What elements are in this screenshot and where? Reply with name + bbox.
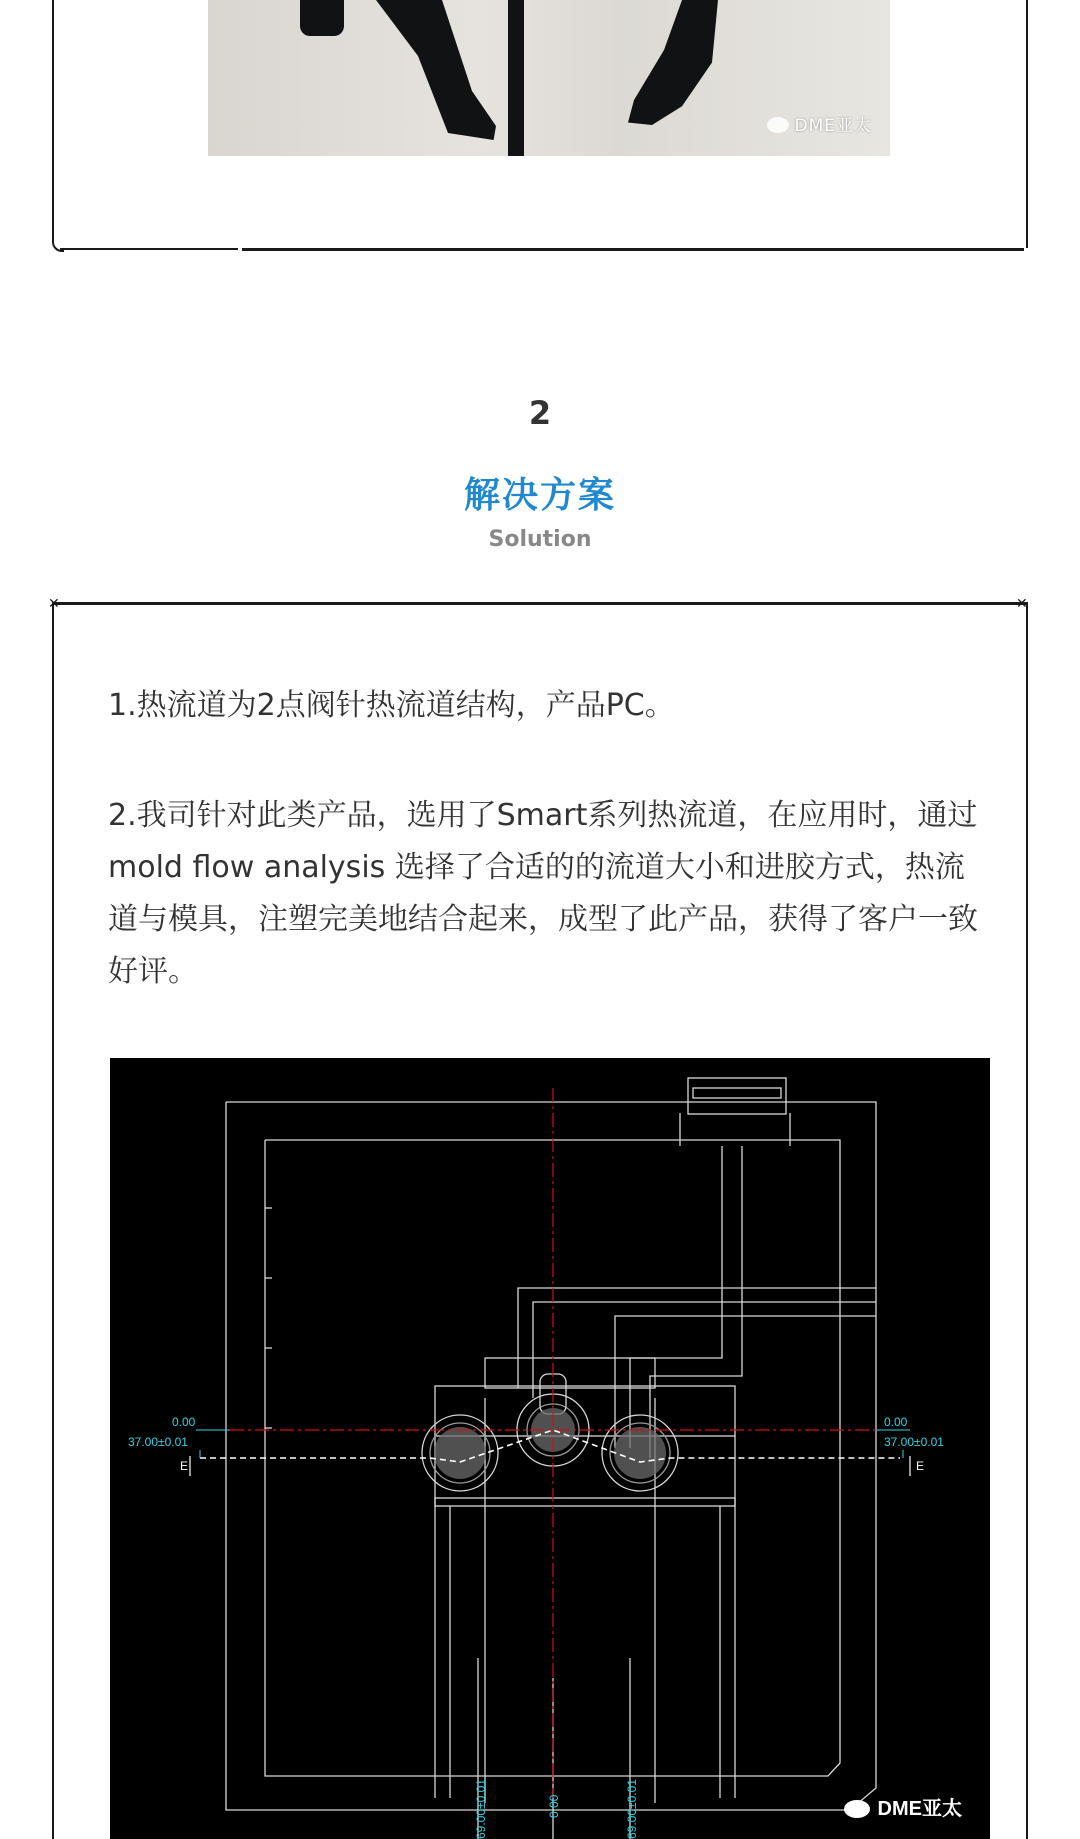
top-frame-bottom [242, 248, 1024, 251]
section-subtitle: Solution [488, 527, 592, 552]
content-frame-right [1026, 604, 1028, 1839]
manifold-plate [435, 1386, 735, 1436]
dim-left-bottom: 37.00±0.01 [128, 1435, 188, 1449]
dim-bottom-center: 0.00 [547, 1794, 561, 1818]
dim-bottom-left: 69.00±0.01 [474, 1779, 488, 1839]
section-mark-right: E [916, 1459, 925, 1473]
product-photo [208, 0, 890, 156]
dim-right-bottom: 37.00±0.01 [884, 1435, 944, 1449]
frame-corner-mark: ✕ [48, 596, 60, 612]
photo-divider [508, 0, 524, 156]
dim-right-top: 0.00 [884, 1415, 908, 1429]
section-number: 2 [528, 394, 552, 432]
section-mark-left: E [180, 1459, 189, 1473]
clamp-detail [693, 1088, 781, 1098]
content-frame-top [52, 602, 1028, 605]
top-frame-right [1026, 0, 1028, 248]
paragraph-2: 2.我司针对此类产品，选用了Smart系列热流道，在应用时，通过mold flow analysis 选择了合适的的流道大小和进胶方式，热流道与模具，注塑完美地结合起来，成型了此产品，获得了客户一致好评。 [108, 798, 978, 989]
drawing-watermark [844, 1792, 962, 1821]
photo-watermark [767, 111, 873, 136]
top-frame-bottom [60, 248, 238, 250]
watermark-text: DME亚太 [794, 116, 872, 136]
paragraph-1: 1.热流道为2点阀针热流道结构，产品PC。 [108, 688, 675, 723]
dim-bottom-right: 69.00±0.01 [625, 1779, 639, 1839]
clamp-block [688, 1078, 786, 1114]
content-frame-left [52, 604, 54, 1839]
wechat-icon [767, 117, 789, 133]
bracket-part [598, 0, 718, 125]
wechat-icon [844, 1800, 870, 1818]
cad-drawing [110, 1058, 990, 1839]
section-title: 解决方案 [463, 475, 616, 516]
dim-left-top: 0.00 [172, 1415, 196, 1429]
bracket-part [300, 0, 344, 36]
top-frame-left [52, 0, 54, 236]
bracket-part [376, 0, 496, 140]
frame-corner-mark: ✕ [1016, 596, 1028, 612]
top-frame-corner [52, 236, 64, 252]
cad-svg [110, 1058, 990, 1839]
watermark-text: DME亚太 [877, 1798, 962, 1820]
